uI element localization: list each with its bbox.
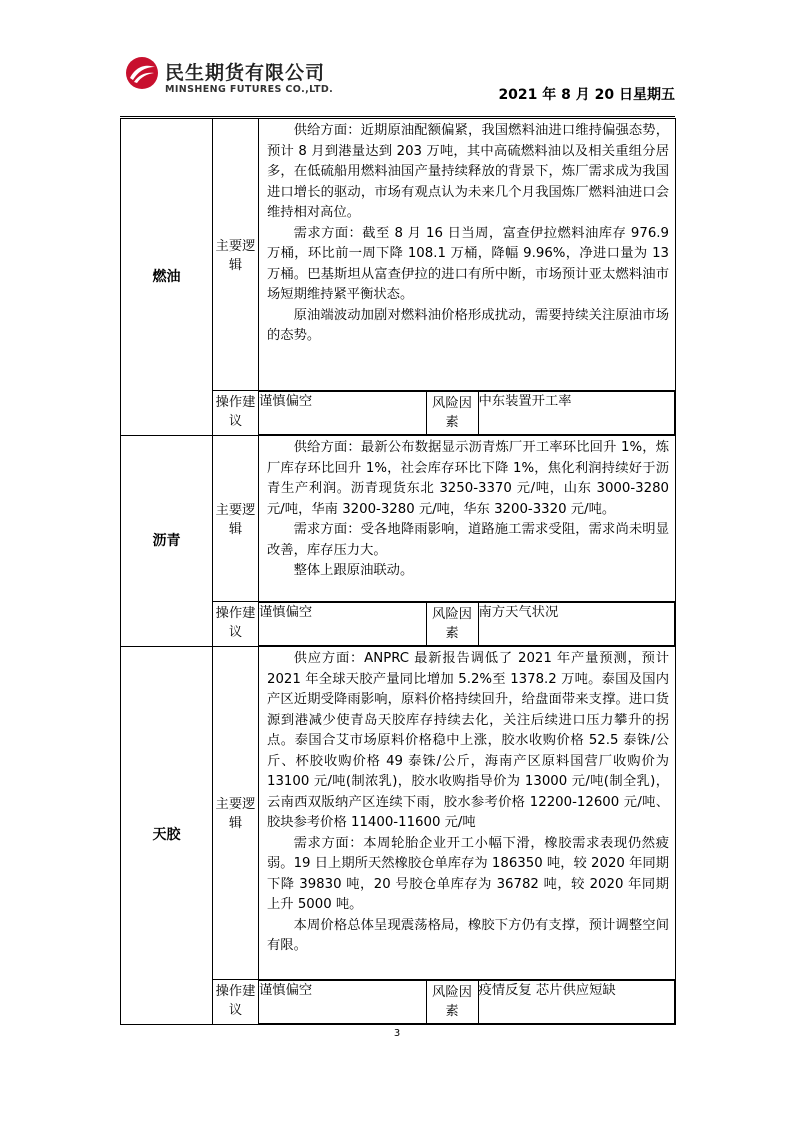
- header-divider: [120, 116, 675, 117]
- logic-paragraph: 供应方面：ANPRC 最新报告调低了 2021 年产量预测，预计 2021 年全球天胶产量同比增加 5.2%至 1378.2 万吨。泰国及国内产区近期受降雨影响，原料价格持续回升，给盘面带来支撑。进口货源到港减少使青岛天胶库存持续去化，关注后续进口压力攀升的拐点。泰国合艾市场原料价格稳中上涨，胶水收购价格 52.5 泰铢/公斤、杯胶收购价格 49 泰铢/公斤，海南产区原料国营厂收购价为 13100 元/吨(制浓乳)，胶水收购指导价为 13000 元/吨(制全乳)，云南西双版纳产区连续下雨，胶水参考价格 12200-12600 元/吨、胶块参考价格 11400-11600 元/吨: [267, 651, 669, 830]
- logic-label: 主要逻辑: [213, 119, 259, 391]
- section-row-asphalt: [121, 436, 676, 602]
- risk-label: 风险因素: [426, 392, 478, 435]
- logic-paragraph: 需求方面：本周轮胎企业开工小幅下滑，橡胶需求表现仍然疲弱。19 日上期所天然橡胶仓单库存为 186350 吨，较 2020 年同期下降 39830 吨，20 号胶仓单库存为 36782 吨，较 2020 年同期上升 5000 吨。: [267, 835, 669, 912]
- operation-risk-row: [259, 391, 675, 435]
- logic-content: [259, 436, 676, 602]
- operation-value: 谨慎偏空: [259, 603, 426, 646]
- operation-label: 操作建议: [213, 980, 259, 1025]
- category-fuel-oil: [121, 119, 213, 436]
- operation-value: 谨慎偏空: [259, 392, 426, 435]
- operation-label: 操作建议: [213, 391, 259, 436]
- risk-value: 南方天气状况: [478, 603, 675, 646]
- category-rubber: [121, 647, 213, 1025]
- page-number: 3: [393, 1028, 401, 1039]
- operation-risk-row: [259, 602, 675, 646]
- report-date: 2021 年 8 月 20 日星期五: [498, 87, 675, 103]
- logic-paragraph: 整体上跟原油联动。: [293, 563, 414, 578]
- logic-paragraph: 本周价格总体呈现震荡格局，橡胶下方仍有支撑，预计调整空间有限。: [267, 917, 669, 953]
- logic-label: 主要逻辑: [213, 647, 259, 980]
- logic-content: [259, 119, 676, 391]
- risk-value: 中东装置开工率: [478, 392, 675, 435]
- minsheng-logo-icon: [125, 56, 159, 90]
- logic-paragraph: 原油端波动加剧对燃料油价格形成扰动，需要持续关注原油市场的态势。: [267, 307, 669, 343]
- operation-value: 谨慎偏空: [259, 981, 426, 1024]
- risk-value: 疫情反复 芯片供应短缺: [478, 981, 675, 1024]
- operation-risk-row: [259, 980, 675, 1024]
- logic-paragraph: 需求方面：截至 8 月 16 日当周，富查伊拉燃料油库存 976.9 万桶，环比前一周下降 108.1 万桶，降幅 9.96%，净进口量为 13 万桶。巴基斯坦从富查伊拉的进口有所中断，市场预计亚太燃料油市场短期维持紧平衡状态。: [267, 225, 669, 302]
- category-name: 天胶: [152, 827, 181, 843]
- logic-content: [259, 647, 676, 980]
- logic-paragraph: 需求方面：受各地降雨影响，道路施工需求受阻，需求尚未明显改善，库存压力大。: [267, 522, 669, 558]
- section-row-fuel-oil: [121, 119, 676, 391]
- category-name: 沥青: [152, 532, 181, 549]
- logic-paragraph: 供给方面：近期原油配额偏紧，我国燃料油进口维持偏强态势，预计 8 月到港量达到 203 万吨，其中高硫燃料油以及相关重组分居多，在低硫船用燃料油国产量持续释放的背景下，炼厂需求成为我国进口增长的驱动，市场有观点认为未来几个月我国炼厂燃料油进口会维持相对高位。: [267, 123, 669, 220]
- company-logo: [125, 56, 365, 102]
- logic-paragraph: 供给方面：最新公布数据显示沥青炼厂开工率环比回升 1%，炼厂库存环比回升 1%，社会库存环比下降 1%，焦化利润持续好于沥青生产利润。沥青现货东北 3250-3370 元/吨，山东 3000-3280 元/吨，华南 3200-3280 元/吨，华东 3200-3320 元/吨。: [267, 440, 669, 517]
- logo-chinese-name: 民生期货有限公司: [165, 62, 326, 84]
- category-asphalt: [121, 436, 213, 647]
- risk-label: 风险因素: [426, 603, 478, 646]
- logic-label: 主要逻辑: [213, 436, 259, 602]
- commodity-table: [120, 118, 676, 1025]
- risk-label: 风险因素: [426, 981, 478, 1024]
- logo-english-name: MINSHENG FUTURES CO.,LTD.: [165, 84, 334, 95]
- category-name: 燃油: [152, 268, 181, 285]
- operation-label: 操作建议: [213, 602, 259, 647]
- page-header: [120, 52, 675, 112]
- section-row-rubber: [121, 647, 676, 980]
